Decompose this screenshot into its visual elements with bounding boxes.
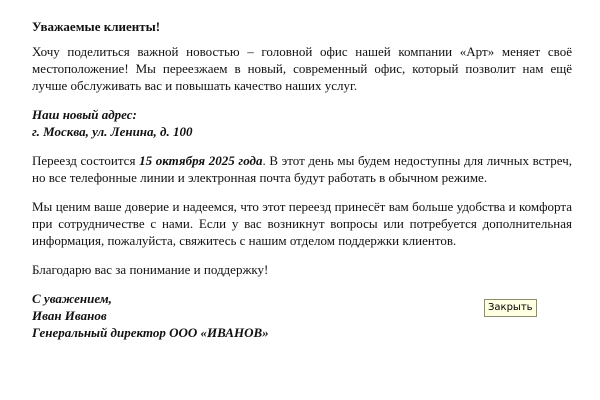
move-paragraph [32,152,572,186]
move-suffix: . В этот день мы будем недоступны для личных встреч, но все телефонные линии и электронная почта будут работать в обычном режиме. [32,153,572,185]
thanks-paragraph: Благодарю вас за понимание и поддержку! [32,262,269,277]
address-label: Наш новый адрес: [32,107,137,122]
signature-position: Генеральный директор ООО «ИВАНОВ» [32,325,269,340]
trust-paragraph: Мы ценим ваше доверие и надеемся, что этот переезд принесёт вам больше удобства и комфорта при сотрудничестве с нами. Если у вас возникнут вопросы или потребуется дополнительная информация, пожалуйста, свяжитесь с нашим отделом поддержки клиентов. [32,199,572,248]
letter [32,18,572,341]
intro-paragraph: Хочу поделиться важной новостью – головной офис нашей компании «Арт» меняет своё местоположение! Мы переезжаем в новый, современный офис, который позволит нам ещё лучше обслуживать вас и повышать качество наших услуг. [32,44,572,93]
signature-name: Иван Иванов [32,308,107,323]
address-block [32,106,572,140]
move-date: 15 октября 2025 года [139,153,263,168]
close-button[interactable]: Закрыть [484,299,537,317]
signature-closing: С уважением, [32,291,112,306]
address-value: г. Москва, ул. Ленина, д. 100 [32,124,193,139]
move-prefix: Переезд состоится [32,153,140,168]
letter-greeting: Уважаемые клиенты! [32,19,161,34]
